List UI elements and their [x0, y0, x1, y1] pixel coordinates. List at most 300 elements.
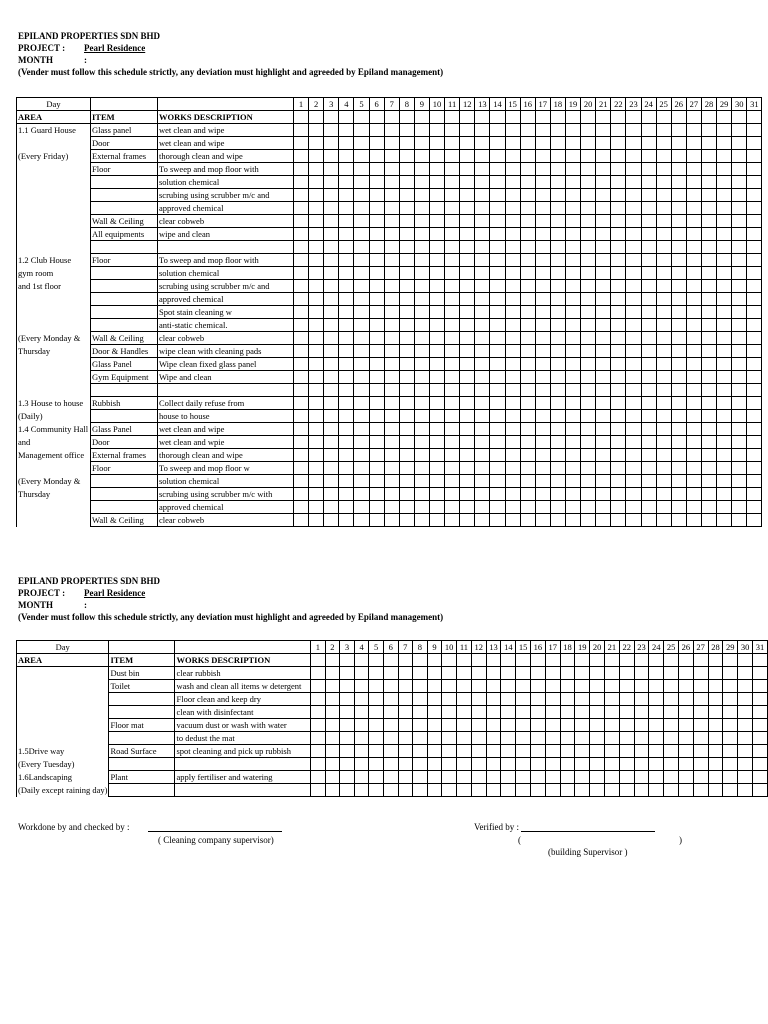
schedule-cell[interactable] [717, 176, 732, 189]
schedule-cell[interactable] [671, 332, 686, 345]
schedule-cell[interactable] [445, 267, 460, 280]
schedule-cell[interactable] [505, 254, 520, 267]
schedule-cell[interactable] [732, 449, 747, 462]
schedule-cell[interactable] [516, 654, 531, 667]
schedule-cell[interactable] [475, 150, 490, 163]
schedule-cell[interactable] [693, 667, 708, 680]
schedule-cell[interactable] [414, 449, 429, 462]
schedule-cell[interactable] [384, 163, 399, 176]
schedule-cell[interactable] [717, 137, 732, 150]
verified-signature-line[interactable] [521, 822, 655, 832]
schedule-cell[interactable] [550, 488, 565, 501]
schedule-cell[interactable] [324, 410, 339, 423]
schedule-cell[interactable] [311, 706, 326, 719]
schedule-cell[interactable] [565, 137, 580, 150]
schedule-cell[interactable] [520, 202, 535, 215]
schedule-cell[interactable] [535, 241, 550, 254]
schedule-cell[interactable] [471, 680, 486, 693]
schedule-cell[interactable] [656, 293, 671, 306]
schedule-cell[interactable] [747, 423, 762, 436]
schedule-cell[interactable] [520, 254, 535, 267]
schedule-cell[interactable] [442, 784, 457, 797]
schedule-cell[interactable] [324, 488, 339, 501]
schedule-cell[interactable] [369, 280, 384, 293]
schedule-cell[interactable] [732, 436, 747, 449]
schedule-cell[interactable] [732, 462, 747, 475]
schedule-cell[interactable] [671, 267, 686, 280]
schedule-cell[interactable] [427, 654, 442, 667]
schedule-cell[interactable] [626, 449, 641, 462]
schedule-cell[interactable] [505, 150, 520, 163]
schedule-cell[interactable] [445, 345, 460, 358]
schedule-cell[interactable] [581, 501, 596, 514]
schedule-cell[interactable] [294, 501, 309, 514]
schedule-cell[interactable] [490, 267, 505, 280]
schedule-cell[interactable] [550, 371, 565, 384]
schedule-cell[interactable] [340, 654, 355, 667]
schedule-cell[interactable] [490, 150, 505, 163]
schedule-cell[interactable] [354, 306, 369, 319]
schedule-cell[interactable] [531, 654, 546, 667]
schedule-cell[interactable] [649, 745, 664, 758]
schedule-cell[interactable] [339, 267, 354, 280]
schedule-cell[interactable] [339, 111, 354, 124]
schedule-cell[interactable] [309, 475, 324, 488]
schedule-cell[interactable] [309, 111, 324, 124]
schedule-cell[interactable] [611, 241, 626, 254]
schedule-cell[interactable] [309, 189, 324, 202]
schedule-cell[interactable] [311, 784, 326, 797]
schedule-cell[interactable] [309, 176, 324, 189]
schedule-cell[interactable] [354, 358, 369, 371]
schedule-cell[interactable] [369, 758, 384, 771]
schedule-cell[interactable] [611, 150, 626, 163]
schedule-cell[interactable] [442, 719, 457, 732]
schedule-cell[interactable] [560, 654, 575, 667]
schedule-cell[interactable] [550, 462, 565, 475]
schedule-cell[interactable] [429, 488, 444, 501]
schedule-cell[interactable] [717, 358, 732, 371]
schedule-cell[interactable] [460, 280, 475, 293]
schedule-cell[interactable] [324, 241, 339, 254]
schedule-cell[interactable] [414, 488, 429, 501]
schedule-cell[interactable] [664, 732, 679, 745]
schedule-cell[interactable] [398, 771, 413, 784]
schedule-cell[interactable] [490, 215, 505, 228]
schedule-cell[interactable] [590, 719, 605, 732]
schedule-cell[interactable] [693, 732, 708, 745]
schedule-cell[interactable] [501, 771, 516, 784]
schedule-cell[interactable] [460, 137, 475, 150]
schedule-cell[interactable] [717, 371, 732, 384]
schedule-cell[interactable] [596, 137, 611, 150]
schedule-cell[interactable] [590, 693, 605, 706]
schedule-cell[interactable] [505, 397, 520, 410]
schedule-cell[interactable] [354, 241, 369, 254]
schedule-cell[interactable] [535, 306, 550, 319]
schedule-cell[interactable] [619, 771, 634, 784]
schedule-cell[interactable] [309, 124, 324, 137]
schedule-cell[interactable] [732, 189, 747, 202]
schedule-cell[interactable] [686, 176, 701, 189]
schedule-cell[interactable] [626, 241, 641, 254]
schedule-cell[interactable] [671, 202, 686, 215]
schedule-cell[interactable] [520, 267, 535, 280]
schedule-cell[interactable] [399, 488, 414, 501]
schedule-cell[interactable] [309, 202, 324, 215]
schedule-cell[interactable] [596, 241, 611, 254]
schedule-cell[interactable] [723, 732, 738, 745]
schedule-cell[interactable] [309, 163, 324, 176]
schedule-cell[interactable] [457, 719, 472, 732]
schedule-cell[interactable] [399, 254, 414, 267]
schedule-cell[interactable] [340, 667, 355, 680]
schedule-cell[interactable] [671, 241, 686, 254]
schedule-cell[interactable] [369, 680, 384, 693]
schedule-cell[interactable] [414, 345, 429, 358]
schedule-cell[interactable] [693, 719, 708, 732]
schedule-cell[interactable] [369, 475, 384, 488]
schedule-cell[interactable] [575, 680, 590, 693]
schedule-cell[interactable] [732, 384, 747, 397]
schedule-cell[interactable] [460, 501, 475, 514]
schedule-cell[interactable] [427, 706, 442, 719]
schedule-cell[interactable] [656, 215, 671, 228]
schedule-cell[interactable] [460, 111, 475, 124]
schedule-cell[interactable] [460, 475, 475, 488]
schedule-cell[interactable] [505, 163, 520, 176]
schedule-cell[interactable] [294, 306, 309, 319]
schedule-cell[interactable] [701, 319, 716, 332]
schedule-cell[interactable] [501, 719, 516, 732]
schedule-cell[interactable] [581, 293, 596, 306]
schedule-cell[interactable] [611, 267, 626, 280]
schedule-cell[interactable] [490, 124, 505, 137]
schedule-cell[interactable] [354, 332, 369, 345]
schedule-cell[interactable] [747, 501, 762, 514]
schedule-cell[interactable] [701, 423, 716, 436]
schedule-cell[interactable] [656, 111, 671, 124]
schedule-cell[interactable] [732, 137, 747, 150]
schedule-cell[interactable] [354, 267, 369, 280]
schedule-cell[interactable] [354, 150, 369, 163]
schedule-cell[interactable] [505, 306, 520, 319]
schedule-cell[interactable] [383, 771, 398, 784]
schedule-cell[interactable] [634, 745, 649, 758]
schedule-cell[interactable] [738, 732, 753, 745]
schedule-cell[interactable] [294, 150, 309, 163]
schedule-cell[interactable] [686, 306, 701, 319]
schedule-cell[interactable] [738, 667, 753, 680]
schedule-cell[interactable] [565, 475, 580, 488]
schedule-cell[interactable] [520, 397, 535, 410]
schedule-cell[interactable] [596, 410, 611, 423]
schedule-cell[interactable] [445, 215, 460, 228]
schedule-cell[interactable] [717, 462, 732, 475]
schedule-cell[interactable] [414, 358, 429, 371]
schedule-cell[interactable] [550, 280, 565, 293]
schedule-cell[interactable] [354, 514, 369, 527]
schedule-cell[interactable] [701, 267, 716, 280]
schedule-cell[interactable] [309, 293, 324, 306]
schedule-cell[interactable] [693, 654, 708, 667]
schedule-cell[interactable] [384, 397, 399, 410]
schedule-cell[interactable] [414, 137, 429, 150]
schedule-cell[interactable] [354, 680, 369, 693]
schedule-cell[interactable] [565, 397, 580, 410]
schedule-cell[interactable] [596, 397, 611, 410]
schedule-cell[interactable] [490, 501, 505, 514]
schedule-cell[interactable] [354, 488, 369, 501]
schedule-cell[interactable] [324, 514, 339, 527]
schedule-cell[interactable] [445, 189, 460, 202]
schedule-cell[interactable] [442, 693, 457, 706]
schedule-cell[interactable] [656, 150, 671, 163]
schedule-cell[interactable] [590, 706, 605, 719]
schedule-cell[interactable] [550, 215, 565, 228]
schedule-cell[interactable] [354, 345, 369, 358]
schedule-cell[interactable] [383, 745, 398, 758]
schedule-cell[interactable] [732, 514, 747, 527]
schedule-cell[interactable] [294, 345, 309, 358]
schedule-cell[interactable] [429, 241, 444, 254]
schedule-cell[interactable] [611, 332, 626, 345]
schedule-cell[interactable] [445, 462, 460, 475]
schedule-cell[interactable] [686, 384, 701, 397]
schedule-cell[interactable] [581, 371, 596, 384]
schedule-cell[interactable] [460, 163, 475, 176]
schedule-cell[interactable] [429, 176, 444, 189]
schedule-cell[interactable] [429, 228, 444, 241]
schedule-cell[interactable] [369, 501, 384, 514]
schedule-cell[interactable] [520, 501, 535, 514]
schedule-cell[interactable] [626, 501, 641, 514]
schedule-cell[interactable] [560, 680, 575, 693]
schedule-cell[interactable] [535, 384, 550, 397]
schedule-cell[interactable] [717, 475, 732, 488]
schedule-cell[interactable] [369, 345, 384, 358]
schedule-cell[interactable] [535, 423, 550, 436]
schedule-cell[interactable] [399, 124, 414, 137]
schedule-cell[interactable] [717, 150, 732, 163]
schedule-cell[interactable] [565, 176, 580, 189]
schedule-cell[interactable] [445, 306, 460, 319]
schedule-cell[interactable] [671, 176, 686, 189]
schedule-cell[interactable] [309, 254, 324, 267]
schedule-cell[interactable] [309, 514, 324, 527]
schedule-cell[interactable] [701, 462, 716, 475]
schedule-cell[interactable] [309, 371, 324, 384]
schedule-cell[interactable] [611, 449, 626, 462]
schedule-cell[interactable] [311, 745, 326, 758]
schedule-cell[interactable] [701, 345, 716, 358]
schedule-cell[interactable] [311, 680, 326, 693]
schedule-cell[interactable] [490, 163, 505, 176]
schedule-cell[interactable] [619, 758, 634, 771]
schedule-cell[interactable] [723, 784, 738, 797]
schedule-cell[interactable] [550, 514, 565, 527]
schedule-cell[interactable] [486, 693, 501, 706]
schedule-cell[interactable] [626, 150, 641, 163]
schedule-cell[interactable] [442, 745, 457, 758]
schedule-cell[interactable] [354, 475, 369, 488]
schedule-cell[interactable] [354, 654, 369, 667]
schedule-cell[interactable] [671, 488, 686, 501]
schedule-cell[interactable] [671, 124, 686, 137]
schedule-cell[interactable] [339, 514, 354, 527]
schedule-cell[interactable] [413, 706, 428, 719]
schedule-cell[interactable] [369, 241, 384, 254]
schedule-cell[interactable] [701, 111, 716, 124]
schedule-cell[interactable] [686, 501, 701, 514]
schedule-cell[interactable] [686, 358, 701, 371]
schedule-cell[interactable] [429, 332, 444, 345]
schedule-cell[interactable] [752, 680, 767, 693]
schedule-cell[interactable] [656, 384, 671, 397]
schedule-cell[interactable] [369, 111, 384, 124]
schedule-cell[interactable] [414, 436, 429, 449]
schedule-cell[interactable] [671, 514, 686, 527]
schedule-cell[interactable] [460, 449, 475, 462]
schedule-cell[interactable] [656, 228, 671, 241]
schedule-cell[interactable] [656, 176, 671, 189]
schedule-cell[interactable] [460, 436, 475, 449]
schedule-cell[interactable] [641, 228, 656, 241]
schedule-cell[interactable] [354, 449, 369, 462]
schedule-cell[interactable] [686, 436, 701, 449]
schedule-cell[interactable] [596, 475, 611, 488]
schedule-cell[interactable] [460, 176, 475, 189]
schedule-cell[interactable] [520, 189, 535, 202]
schedule-cell[interactable] [324, 124, 339, 137]
schedule-cell[interactable] [732, 475, 747, 488]
schedule-cell[interactable] [339, 163, 354, 176]
schedule-cell[interactable] [626, 371, 641, 384]
schedule-cell[interactable] [581, 475, 596, 488]
schedule-cell[interactable] [550, 449, 565, 462]
schedule-cell[interactable] [505, 436, 520, 449]
schedule-cell[interactable] [531, 784, 546, 797]
schedule-cell[interactable] [309, 462, 324, 475]
schedule-cell[interactable] [596, 371, 611, 384]
schedule-cell[interactable] [634, 732, 649, 745]
schedule-cell[interactable] [384, 410, 399, 423]
schedule-cell[interactable] [641, 345, 656, 358]
schedule-cell[interactable] [325, 745, 340, 758]
schedule-cell[interactable] [399, 423, 414, 436]
schedule-cell[interactable] [686, 293, 701, 306]
schedule-cell[interactable] [531, 745, 546, 758]
schedule-cell[interactable] [475, 410, 490, 423]
schedule-cell[interactable] [414, 462, 429, 475]
schedule-cell[interactable] [369, 319, 384, 332]
schedule-cell[interactable] [535, 215, 550, 228]
schedule-cell[interactable] [701, 514, 716, 527]
schedule-cell[interactable] [581, 215, 596, 228]
schedule-cell[interactable] [369, 514, 384, 527]
schedule-cell[interactable] [701, 189, 716, 202]
schedule-cell[interactable] [732, 163, 747, 176]
schedule-cell[interactable] [340, 719, 355, 732]
schedule-cell[interactable] [354, 784, 369, 797]
schedule-cell[interactable] [399, 475, 414, 488]
schedule-cell[interactable] [399, 332, 414, 345]
schedule-cell[interactable] [413, 732, 428, 745]
schedule-cell[interactable] [516, 667, 531, 680]
schedule-cell[interactable] [565, 423, 580, 436]
schedule-cell[interactable] [581, 241, 596, 254]
schedule-cell[interactable] [427, 771, 442, 784]
schedule-cell[interactable] [429, 501, 444, 514]
schedule-cell[interactable] [550, 111, 565, 124]
schedule-cell[interactable] [626, 254, 641, 267]
schedule-cell[interactable] [325, 784, 340, 797]
schedule-cell[interactable] [611, 514, 626, 527]
schedule-cell[interactable] [686, 111, 701, 124]
schedule-cell[interactable] [399, 436, 414, 449]
schedule-cell[interactable] [398, 745, 413, 758]
schedule-cell[interactable] [581, 189, 596, 202]
schedule-cell[interactable] [535, 267, 550, 280]
schedule-cell[interactable] [399, 241, 414, 254]
schedule-cell[interactable] [611, 306, 626, 319]
schedule-cell[interactable] [384, 176, 399, 189]
schedule-cell[interactable] [626, 384, 641, 397]
schedule-cell[interactable] [383, 680, 398, 693]
schedule-cell[interactable] [516, 706, 531, 719]
schedule-cell[interactable] [732, 332, 747, 345]
schedule-cell[interactable] [581, 150, 596, 163]
schedule-cell[interactable] [384, 501, 399, 514]
schedule-cell[interactable] [596, 215, 611, 228]
schedule-cell[interactable] [565, 241, 580, 254]
schedule-cell[interactable] [641, 280, 656, 293]
schedule-cell[interactable] [457, 758, 472, 771]
schedule-cell[interactable] [560, 732, 575, 745]
schedule-cell[interactable] [354, 436, 369, 449]
schedule-cell[interactable] [354, 384, 369, 397]
schedule-cell[interactable] [641, 176, 656, 189]
schedule-cell[interactable] [294, 436, 309, 449]
schedule-cell[interactable] [626, 462, 641, 475]
schedule-cell[interactable] [686, 423, 701, 436]
schedule-cell[interactable] [535, 293, 550, 306]
schedule-cell[interactable] [596, 384, 611, 397]
schedule-cell[interactable] [732, 228, 747, 241]
schedule-cell[interactable] [354, 501, 369, 514]
schedule-cell[interactable] [325, 680, 340, 693]
schedule-cell[interactable] [309, 449, 324, 462]
schedule-cell[interactable] [354, 462, 369, 475]
schedule-cell[interactable] [324, 397, 339, 410]
schedule-cell[interactable] [550, 358, 565, 371]
schedule-cell[interactable] [399, 410, 414, 423]
schedule-cell[interactable] [475, 163, 490, 176]
schedule-cell[interactable] [708, 667, 723, 680]
schedule-cell[interactable] [611, 124, 626, 137]
schedule-cell[interactable] [581, 384, 596, 397]
schedule-cell[interactable] [383, 758, 398, 771]
schedule-cell[interactable] [686, 241, 701, 254]
schedule-cell[interactable] [708, 784, 723, 797]
schedule-cell[interactable] [505, 241, 520, 254]
schedule-cell[interactable] [641, 501, 656, 514]
schedule-cell[interactable] [626, 176, 641, 189]
schedule-cell[interactable] [545, 784, 560, 797]
schedule-cell[interactable] [747, 215, 762, 228]
schedule-cell[interactable] [475, 306, 490, 319]
schedule-cell[interactable] [414, 202, 429, 215]
